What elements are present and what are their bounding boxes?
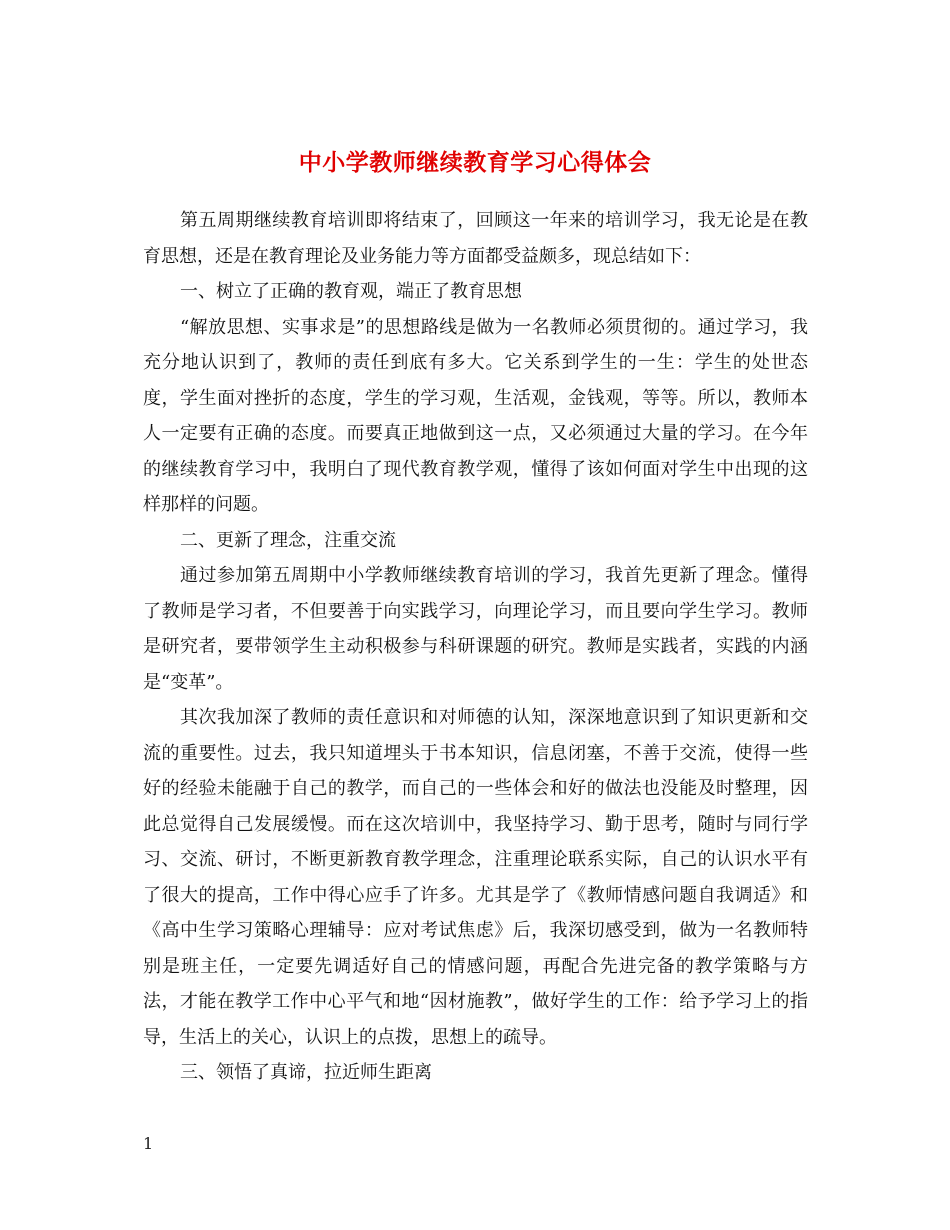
paragraph-section-2b: 其次我加深了教师的责任意识和对师德的认知，深深地意识到了知识更新和交流的重要性。过去，我只知道埋头于书本知识，信息闭塞，不善于交流，使得一些好的经验未能融于自己的教学，而自己的一些体会和好的做法也没能及时整理，因此总觉得自己发展缓慢。而在这次培训中，我坚持学习、勤于思考，随时与同行学习、交流、研讨，不断更新教育教学理念，注重理论联系实际，自己的认识水平有了很大的提高，工作中得心应手了许多。尤其是学了《教师情感问题自我调适》和《高中生学习策略心理辅导：应对考试焦虑》后，我深切感受到，做为一名教师特别是班主任，一定要先调适好自己的情感问题，再配合先进完备的教学策略与方法，才能在教学工作中心平气和地“因材施教”，做好学生的工作：给予学习上的指导，生活上的关心，认识上的点拨，思想上的疏导。 bbox=[143, 707, 808, 1048]
page-number: 1 bbox=[143, 1134, 154, 1153]
document-title: 中小学教师继续教育学习心得体会 bbox=[298, 149, 652, 177]
section-heading-2: 二、更新了理念，注重交流 bbox=[180, 529, 396, 551]
paragraph-section-1: “解放思想、实事求是”的思想路线是做为一名教师必须贯彻的。通过学习，我充分地认识到了，教师的责任到底有多大。它关系到学生的一生：学生的处世态度，学生面对挫折的态度，学生的学习观，生活观，金钱观，等等。所以，教师本人一定要有正确的态度。而要真正地做到这一点，又必须通过大量的学习。在今年的继续教育学习中，我明白了现代教育教学观，懂得了该如何面对学生中出现的这样那样的问题。 bbox=[143, 316, 808, 515]
section-heading-3: 三、领悟了真谛，拉近师生距离 bbox=[180, 1062, 432, 1083]
document-body bbox=[143, 203, 808, 1091]
paragraph-intro: 第五周期继续教育培训即将结束了，回顾这一年来的培训学习，我无论是在教育思想，还是在教育理论及业务能力等方面都受益颇多，现总结如下： bbox=[143, 210, 808, 267]
paragraph-section-2a: 通过参加第五周期中小学教师继续教育培训的学习，我首先更新了理念。懂得了教师是学习者，不但要善于向实践学习，向理论学习，而且要向学生学习。教师是研究者，要带领学生主动积极参与科研课题的研究。教师是实践者，实践的内涵是“变革”。 bbox=[143, 565, 808, 693]
section-heading-1: 一、树立了正确的教育观，端正了教育思想 bbox=[180, 281, 522, 302]
